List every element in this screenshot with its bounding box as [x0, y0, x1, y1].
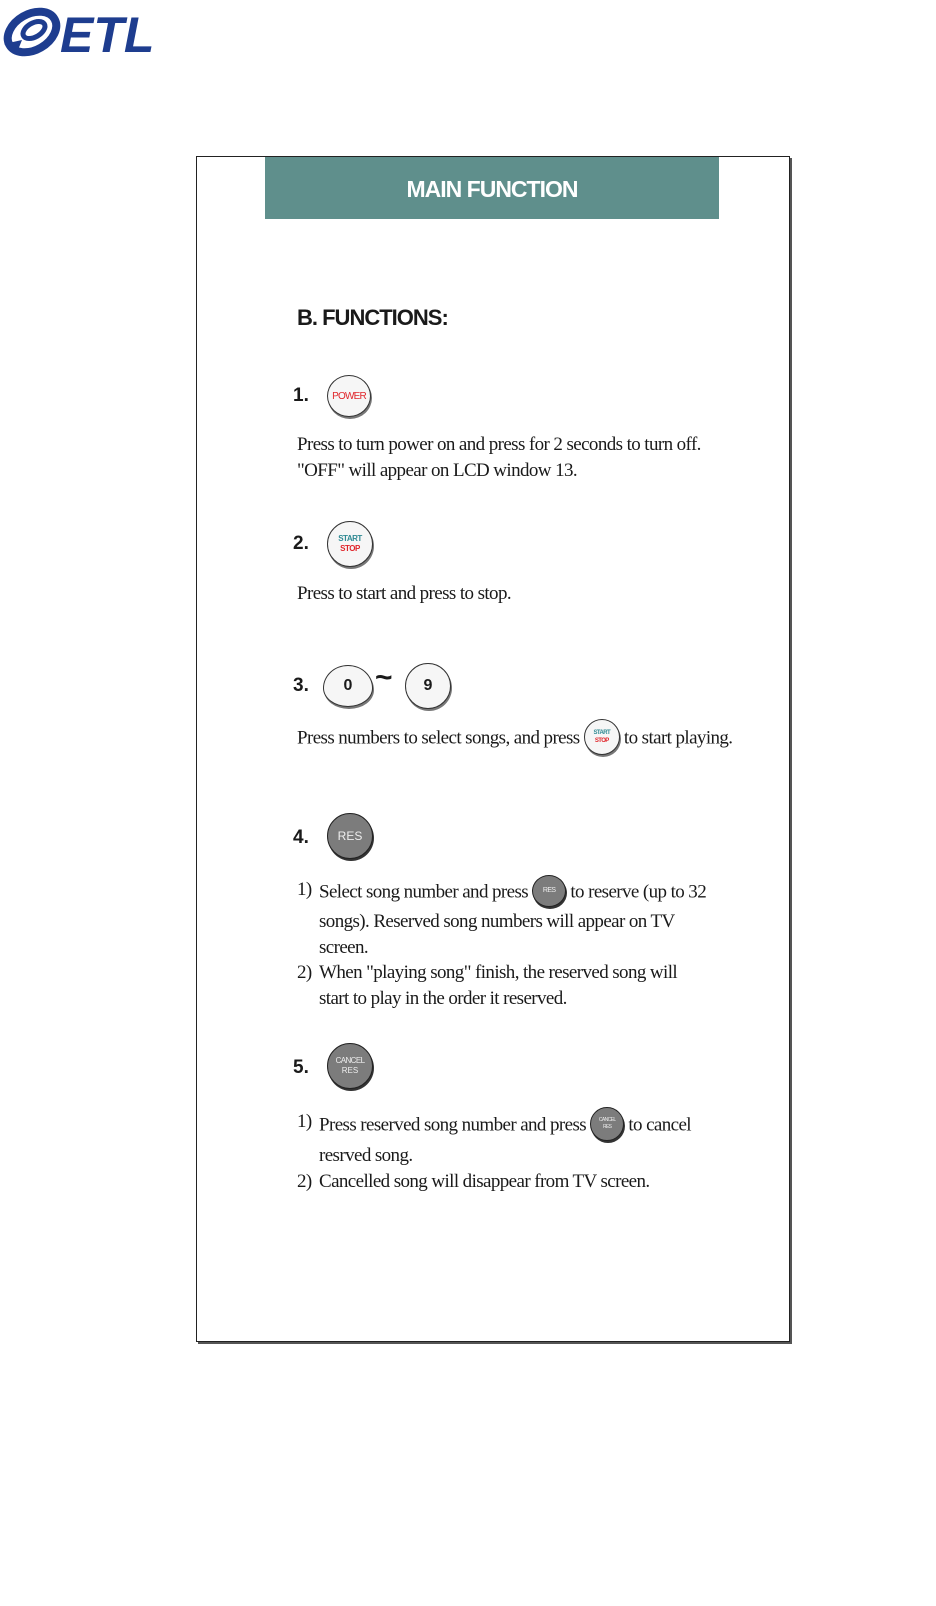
item-4-list	[297, 877, 707, 1011]
start-stop-button-icon	[327, 521, 373, 567]
list-item	[297, 960, 707, 1011]
number-9-button-icon	[405, 663, 451, 709]
item-3-number: 3.	[293, 675, 309, 696]
inline-stop-label: STOP	[594, 738, 609, 744]
item-5-sub1-before: Press reserved song number and press	[319, 1114, 587, 1136]
page-title: MAIN FUNCTION	[265, 157, 719, 219]
item-4-sub1-after: to reserve (up to 32 songs). Reserved song numbers will appear on TV screen.	[319, 881, 707, 958]
list-marker: 1)	[297, 1111, 312, 1132]
inline-res-label: RES	[542, 887, 556, 895]
number-0-button-icon	[323, 665, 373, 707]
etl-logo	[0, 0, 170, 62]
inline-cancel-label: CANCEL	[598, 1117, 616, 1123]
zero-label: 0	[343, 677, 353, 694]
nine-label: 9	[423, 677, 433, 694]
list-marker: 2)	[297, 962, 312, 983]
item-3-text-after: to start playing.	[623, 727, 733, 749]
section-title: B. FUNCTIONS:	[297, 305, 448, 330]
range-tilde: ~	[375, 661, 393, 694]
inline-cancel-res-label: RES	[602, 1124, 612, 1130]
item-1-number: 1.	[293, 385, 309, 406]
item-4-number: 4.	[293, 827, 309, 848]
list-item	[297, 877, 707, 960]
list-marker: 2)	[297, 1170, 312, 1192]
item-5-number: 5.	[293, 1057, 309, 1078]
res-label: RES	[337, 829, 363, 843]
inline-cancel-res-icon	[590, 1107, 624, 1141]
item-5-sub2: Cancelled song will disappear from TV screen.	[319, 1170, 650, 1192]
inline-res-icon	[532, 875, 566, 907]
list-marker: 1)	[297, 879, 312, 900]
cancel-res-button-icon	[327, 1043, 373, 1089]
cancel-label: CANCEL	[335, 1056, 365, 1065]
logo-text: ETL	[60, 7, 155, 62]
item-4-sub2: When "playing song" finish, the reserved song will start to play in the order it reserved.	[319, 962, 678, 1009]
item-5-list	[297, 1109, 707, 1194]
cancel-res-label: RES	[341, 1066, 359, 1075]
list-item	[297, 1109, 707, 1169]
power-label: POWER	[332, 390, 366, 402]
inline-start-stop-icon	[584, 719, 620, 755]
inline-start-label: START	[593, 730, 611, 736]
power-button-icon	[327, 375, 371, 417]
res-button-icon	[327, 813, 373, 859]
item-2-number: 2.	[293, 533, 309, 554]
stop-label: STOP	[340, 544, 360, 553]
item-1-description: Press to turn power on and press for 2 seconds to turn off. "OFF" will appear on LCD window 13.	[297, 434, 701, 481]
list-item	[297, 1169, 707, 1195]
item-3-text-before: Press numbers to select songs, and press	[297, 727, 580, 749]
item-5-sub1-after: to cancel resrved song.	[319, 1114, 691, 1166]
item-2-description: Press to start and press to stop.	[297, 583, 511, 604]
start-label: START	[338, 534, 362, 543]
item-4-sub1-before: Select song number and press	[319, 881, 529, 903]
swoosh-icon	[0, 3, 63, 60]
manual-page-panel	[196, 156, 790, 1342]
item-3-description	[297, 721, 737, 757]
